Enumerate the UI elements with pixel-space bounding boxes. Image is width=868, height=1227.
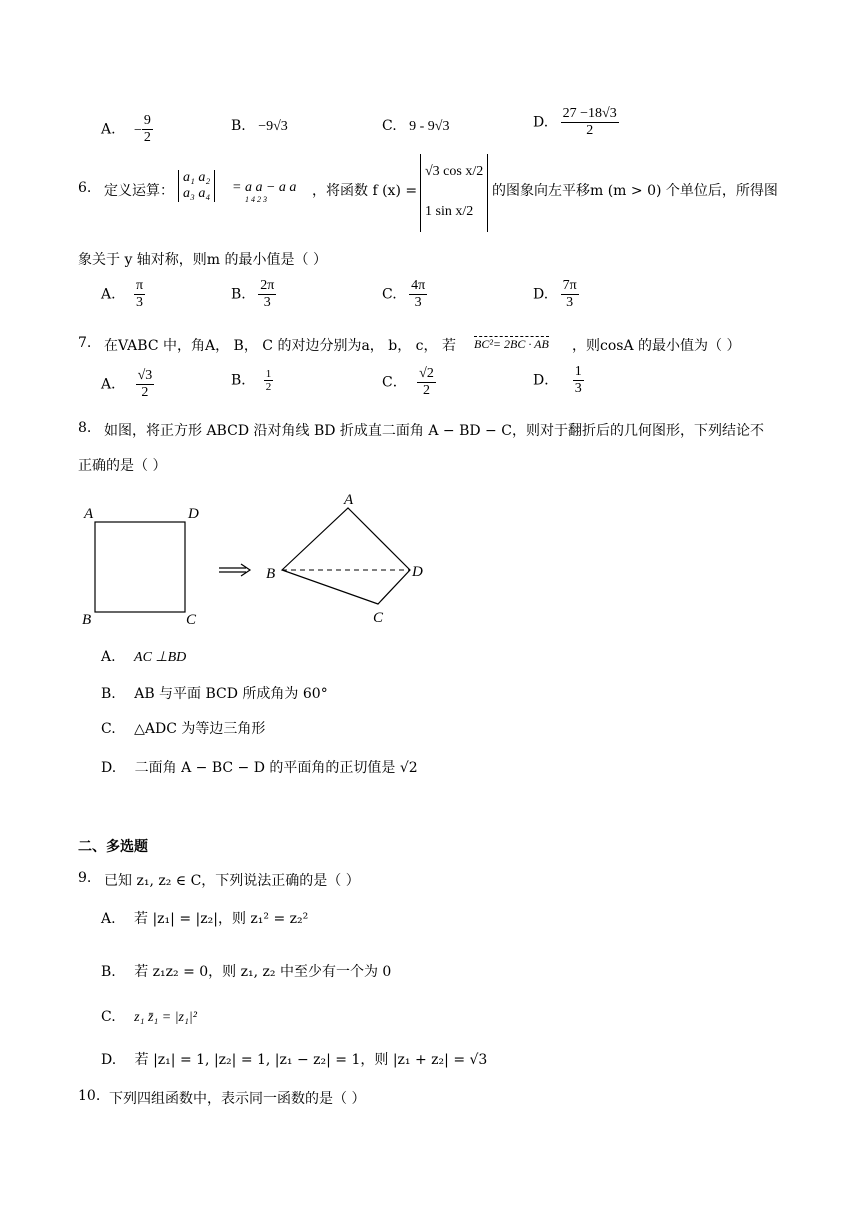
q7-vector-expr: BC²= 2BC · AB xyxy=(474,337,549,351)
q6-text1: 定义运算： xyxy=(104,183,174,199)
q7-option-a xyxy=(101,368,154,401)
denominator: 3 xyxy=(561,294,579,311)
det-row1: a₁ a₂ xyxy=(183,170,211,185)
option-label: B. xyxy=(231,286,246,303)
q9-option-d xyxy=(101,1049,487,1069)
option-label: C. xyxy=(382,286,397,303)
q7-number: 7. xyxy=(78,335,92,351)
numerator: 4π xyxy=(411,278,426,293)
denominator: 3 xyxy=(574,381,582,396)
q6-text3: 的图象向左平移m (m > 0) 个单位后，所得图 xyxy=(492,183,778,199)
q5-b-value: −9√3 xyxy=(258,119,288,134)
numerator: 9 xyxy=(143,113,151,128)
q9-number: 9. xyxy=(78,870,92,886)
q7-option-d xyxy=(533,364,584,397)
q7-b-fraction xyxy=(264,368,274,393)
q6-number: 6. xyxy=(78,180,92,196)
q6-det-expansion: = a a − a a xyxy=(232,180,297,195)
denominator: 3 xyxy=(258,294,276,311)
numerator: √2 xyxy=(419,366,434,381)
q7-a-fraction xyxy=(136,368,155,401)
numerator: 27 −18√3 xyxy=(562,106,617,121)
option-label: A. xyxy=(101,121,116,138)
q6-b-fraction xyxy=(258,278,276,311)
option-label: C． xyxy=(382,374,407,391)
q9-a-text: 若 |z₁| = |z₂|，则 z₁² = z₂² xyxy=(134,911,309,927)
q5-option-b xyxy=(231,118,288,135)
q10-text: 下列四组函数中，表示同一函数的是（ ） xyxy=(109,1091,366,1107)
q5-option-d xyxy=(533,106,619,139)
denominator: 3 xyxy=(409,294,427,311)
q6-option-c xyxy=(382,278,427,311)
q9-option-c xyxy=(101,1009,197,1026)
q6-line2: 象关于 y 轴对称，则m 的最小值是（ ） xyxy=(78,252,327,268)
denominator: 2 xyxy=(143,130,151,145)
q7-text: 在VABC 中，角A， B， C 的对边分别为a， b， c， 若 xyxy=(104,338,456,354)
option-label: B. xyxy=(101,964,116,980)
section-title: 二、多选题 xyxy=(78,839,148,855)
option-label: B. xyxy=(231,118,246,134)
q6-subscripts: 1 4 2 3 xyxy=(245,195,267,204)
q5-d-fraction xyxy=(561,106,619,139)
q7-text2: ，则cosA 的最小值为（ ） xyxy=(572,338,741,354)
q7-option-c xyxy=(382,366,436,399)
option-label: C. xyxy=(101,1009,116,1025)
denominator: 2 xyxy=(136,384,155,401)
option-label: D. xyxy=(533,114,549,131)
q9-option-b xyxy=(101,961,391,981)
q8-number: 8. xyxy=(78,420,92,436)
option-label: C. xyxy=(101,721,116,737)
square-abcd xyxy=(95,522,185,612)
option-label: A． xyxy=(101,376,126,393)
option-label: A. xyxy=(101,286,116,303)
q8-option-a xyxy=(101,649,186,666)
matrix-row1: √3 cos x/2 xyxy=(425,164,484,179)
q8-c-text: △ADC 为等边三角形 xyxy=(134,721,266,737)
numerator: 2π xyxy=(260,278,275,293)
numerator: π xyxy=(136,278,144,293)
q7-option-b xyxy=(231,368,273,393)
numerator: 1 xyxy=(574,364,582,379)
option-label: A. xyxy=(101,649,116,665)
q9-b-text: 若 z₁z₂ = 0，则 z₁, z₂ 中至少有一个为 0 xyxy=(134,964,392,980)
option-label: C. xyxy=(382,118,397,134)
label-a1: A xyxy=(84,506,94,522)
q6-matrix xyxy=(420,154,488,232)
q6-option-b xyxy=(231,278,276,311)
q8-figure xyxy=(78,488,438,628)
det-row2: a₃ a₄ xyxy=(183,186,211,201)
numerator: 7π xyxy=(562,278,577,293)
q6-text2: ，将函数 f (x) = xyxy=(312,183,418,199)
denominator: 2 xyxy=(561,122,619,139)
q6-d-fraction xyxy=(561,278,579,311)
q8-option-d xyxy=(101,757,418,777)
numerator: √3 xyxy=(137,368,153,383)
q8-d-text: 二面角 A − BC − D 的平面角的正切值是 √2 xyxy=(134,760,418,776)
q5-a-sign: − xyxy=(134,122,142,138)
label-c1: C xyxy=(186,612,197,628)
q8-a-text: AC ⊥BD xyxy=(134,650,187,665)
q8-option-c xyxy=(101,718,265,738)
q9-text: 已知 z₁, z₂ ∈ C，下列说法正确的是（ ） xyxy=(104,873,360,889)
option-label: A. xyxy=(101,911,116,927)
option-label: D. xyxy=(101,1052,117,1068)
q8-line1: 如图，将正方形 ABCD 沿对角线 BD 折成直二面角 A − BD − C，则对于翻折后的几何图形，下列结论不 xyxy=(104,423,764,439)
option-label: D. xyxy=(533,286,549,303)
q6-c-fraction xyxy=(409,278,427,311)
q6-option-a xyxy=(101,278,145,311)
label-b2: B xyxy=(266,566,276,582)
label-b1: B xyxy=(82,612,92,628)
q8-option-b xyxy=(101,683,328,703)
q7-c-fraction xyxy=(417,366,436,399)
q7-d-fraction xyxy=(573,364,584,397)
q10-number: 10. xyxy=(78,1088,101,1104)
fold-arrow xyxy=(219,564,250,576)
option-label: B. xyxy=(101,686,116,702)
denominator: 2 xyxy=(417,382,436,399)
q5-option-a xyxy=(101,113,153,146)
q6-determinant xyxy=(178,170,215,202)
option-label: D. xyxy=(101,760,117,776)
label-d1: D xyxy=(188,506,199,522)
label-a2: A xyxy=(344,492,354,508)
numerator: 1 xyxy=(265,368,272,380)
q5-c-value: 9 - 9√3 xyxy=(409,119,450,134)
q6-option-d xyxy=(533,278,579,311)
denominator: 3 xyxy=(134,294,145,311)
matrix-row2: 1 sin x/2 xyxy=(425,204,474,219)
q6-a-fraction xyxy=(134,278,145,311)
q9-option-a xyxy=(101,908,308,928)
q8-b-text: AB 与平面 BCD 所成角为 60° xyxy=(134,686,328,702)
option-label: D． xyxy=(533,372,559,389)
denominator: 2 xyxy=(265,381,272,393)
q9-c-text: z₁ z̄₁ = |z₁|² xyxy=(134,1010,197,1025)
q5-a-fraction xyxy=(142,113,153,146)
q5-option-c xyxy=(382,118,449,135)
q8-line2: 正确的是（ ） xyxy=(78,458,167,474)
label-c2: C xyxy=(373,610,384,626)
q9-d-text: 若 |z₁| = 1, |z₂| = 1, |z₁ − z₂| = 1，则 |z₁ + z₂| = √3 xyxy=(134,1052,488,1068)
option-label: B． xyxy=(231,372,256,389)
folded-shape xyxy=(282,508,410,604)
label-d2: D xyxy=(412,564,423,580)
